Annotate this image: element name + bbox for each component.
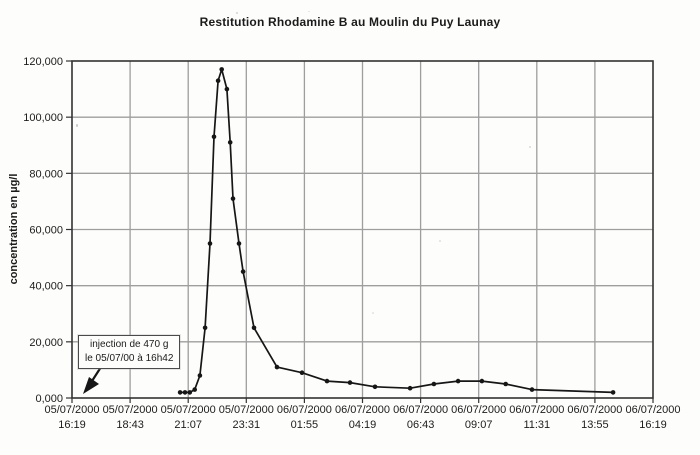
concentration-curve — [180, 69, 613, 392]
x-tick-label-time: 01:55 — [290, 419, 319, 431]
scan-speckle — [40, 114, 43, 115]
y-tick-label: 120,000 — [23, 56, 63, 68]
x-tick-label-time: 11:31 — [523, 419, 551, 431]
x-tick-label-time: 13:55 — [581, 419, 609, 431]
x-tick-label-time: 06:43 — [406, 419, 435, 431]
data-point-marker — [208, 241, 213, 246]
annotation-line2: le 05/07/00 à 16h42 — [85, 352, 174, 364]
x-tick-label-date: 06/07/2000 — [509, 404, 565, 416]
scan-speckle — [529, 146, 531, 148]
data-point-marker — [325, 379, 330, 384]
data-point-marker — [611, 390, 616, 395]
x-tick-label-date: 06/07/2000 — [625, 404, 681, 416]
data-point-marker — [275, 365, 280, 370]
x-tick-label-time: 16:19 — [639, 419, 667, 431]
data-point-marker — [183, 390, 188, 395]
x-tick-label-time: 23:31 — [232, 419, 261, 431]
data-point-marker — [252, 326, 257, 331]
data-point-marker — [228, 140, 233, 145]
data-point-marker — [188, 390, 193, 395]
y-tick-label: 40,000 — [29, 280, 63, 293]
data-point-marker — [300, 370, 305, 375]
scan-speckle — [439, 240, 441, 242]
y-tick-label: 100,000 — [23, 112, 63, 125]
annotation-arrow-head — [83, 377, 99, 394]
x-tick-label-time: 04:19 — [348, 419, 377, 431]
x-tick-label-date: 05/07/2000 — [44, 404, 100, 416]
data-point-marker — [203, 326, 208, 331]
data-point-marker — [241, 269, 246, 274]
data-point-marker — [219, 67, 224, 72]
y-tick-label: 20,000 — [29, 336, 63, 349]
data-point-marker — [237, 241, 242, 246]
x-tick-label-date: 06/07/2000 — [276, 404, 332, 416]
x-tick-label-time: 09:07 — [464, 419, 493, 431]
y-tick-label: 0,000 — [35, 393, 63, 405]
scan-speckle — [308, 11, 310, 12]
scan-speckle — [372, 312, 374, 314]
x-tick-label-time: 18:43 — [116, 419, 144, 431]
x-tick-label-date: 06/07/2000 — [393, 404, 449, 416]
data-point-marker — [530, 387, 535, 392]
data-point-marker — [348, 380, 353, 385]
data-point-marker — [432, 382, 437, 387]
data-point-marker — [178, 390, 183, 395]
x-tick-label-time: 21:07 — [174, 419, 202, 431]
x-tick-label-date: 06/07/2000 — [334, 404, 391, 416]
annotation-line1: injection de 470 g — [90, 339, 169, 350]
data-point-marker — [503, 382, 508, 387]
injection-annotation — [78, 335, 180, 369]
y-axis-title: concentration en µg/l — [8, 173, 20, 285]
chart-title: Restitution Rhodamine B au Moulin du Puy Launay — [199, 15, 501, 29]
x-tick-label-date: 05/07/2000 — [218, 404, 274, 416]
data-point-marker — [198, 373, 203, 378]
data-point-marker — [456, 379, 461, 384]
x-tick-label-date: 05/07/2000 — [160, 404, 216, 416]
y-tick-label: 80,000 — [29, 168, 63, 181]
x-tick-label-time: 16:19 — [58, 419, 86, 431]
x-tick-label-date: 05/07/2000 — [102, 404, 158, 416]
data-point-marker — [192, 387, 197, 392]
x-tick-label-date: 06/07/2000 — [451, 404, 507, 416]
data-point-marker — [225, 87, 230, 92]
data-point-marker — [216, 78, 221, 83]
scan-speckle — [236, 12, 238, 14]
data-point-marker — [373, 385, 378, 390]
scan-speckle — [76, 124, 78, 127]
annotation-arrow-shaft — [92, 367, 101, 381]
data-point-marker — [480, 379, 485, 384]
y-tick-label: 60,000 — [29, 224, 63, 237]
data-point-marker — [408, 386, 413, 391]
data-point-marker — [231, 196, 236, 201]
data-point-marker — [212, 135, 217, 140]
x-tick-label-date: 06/07/2000 — [567, 404, 623, 416]
